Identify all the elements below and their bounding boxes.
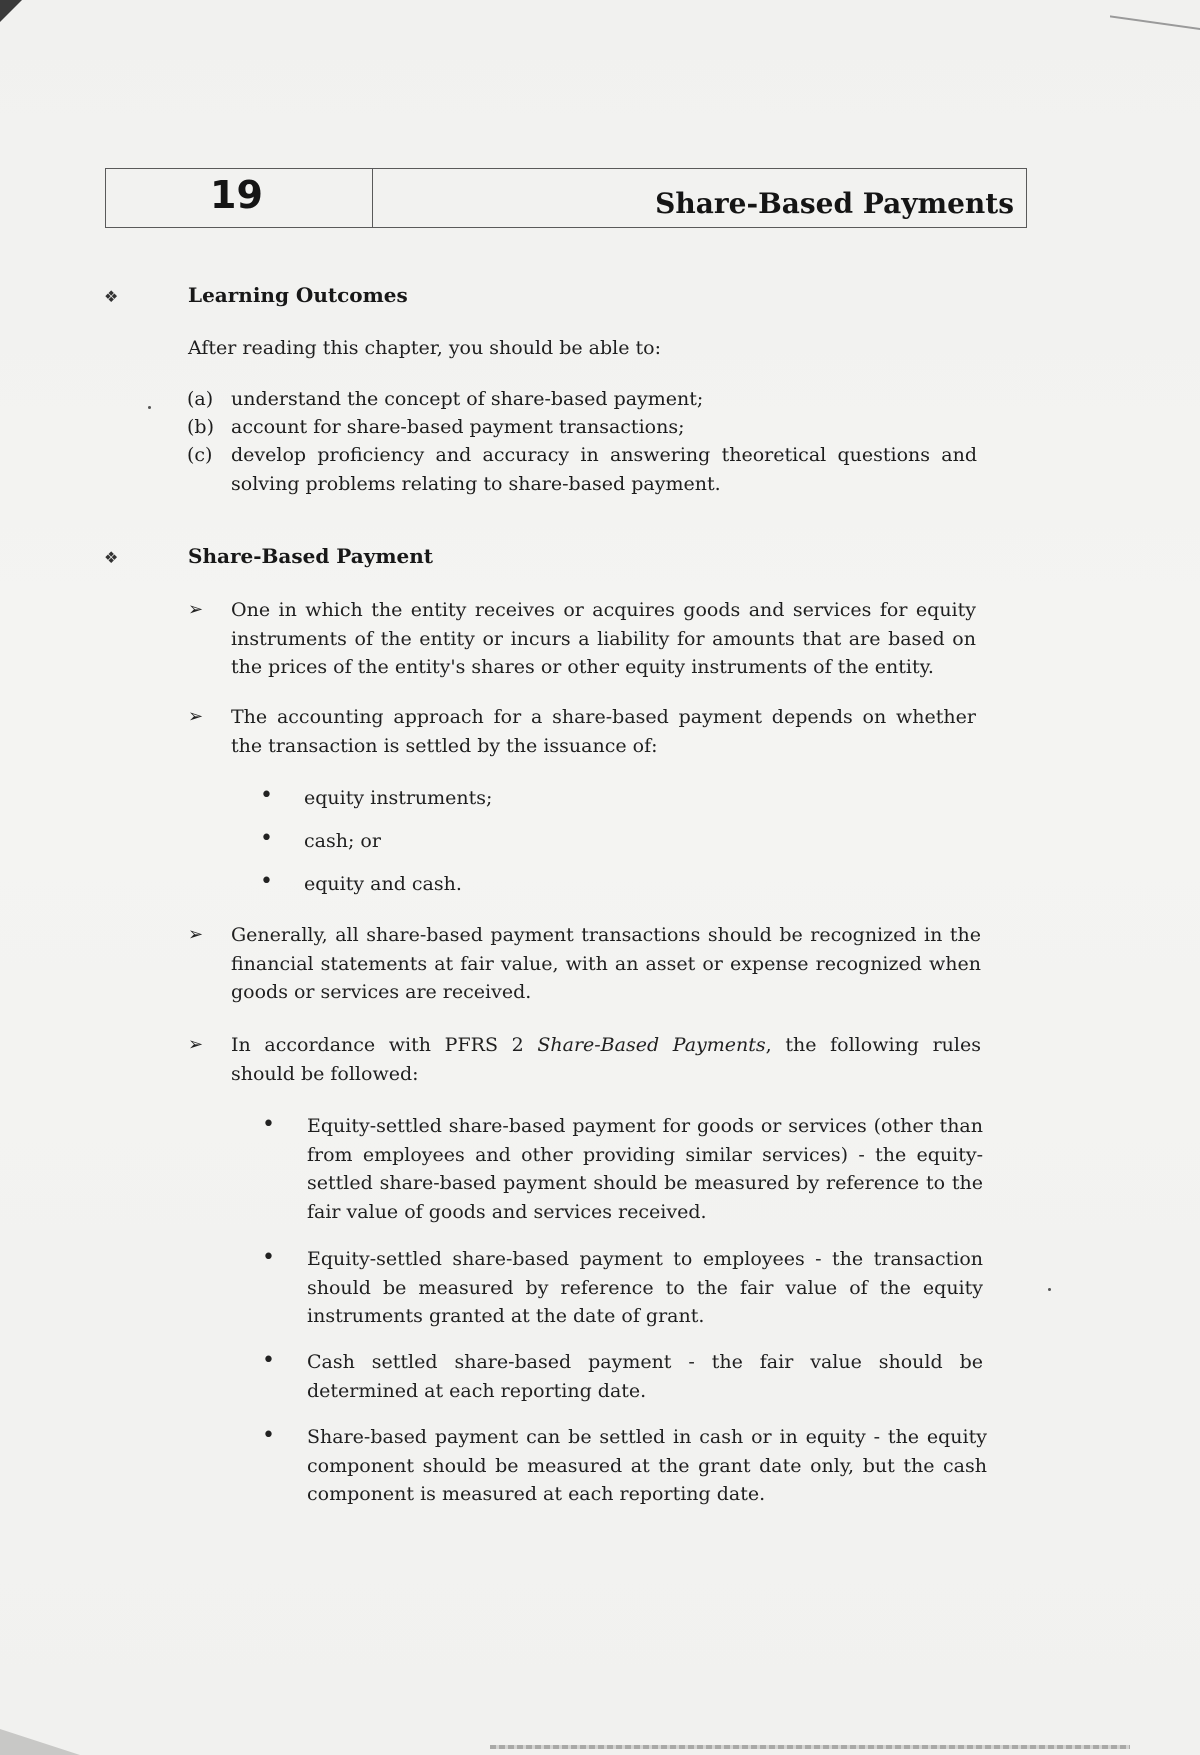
outcome-marker: (a) — [187, 388, 214, 410]
settlement-type-item: equity and cash. — [304, 873, 462, 895]
rule-equity-goods-services: Equity-settled share-based payment for goods or services (other than from employees and other providing similar services) - the equity-settled share-based payment should be measured by reference to the fair value of goods and services received. — [307, 1115, 983, 1223]
page-corner-shadow — [0, 1729, 80, 1755]
point-accounting-approach: The accounting approach for a share-based payment depends on whether the transaction is settled by the issuance of: — [231, 706, 976, 757]
point-definition: One in which the entity receives or acquires goods and services for equity instruments of the entity or incurs a liability for amounts that are based on the prices of the entity's shares or other equity instruments of the entity. — [231, 599, 976, 678]
diamond-bullet-icon: ❖ — [104, 548, 119, 567]
outcome-item-a — [187, 385, 977, 414]
arrow-bullet-icon: ➢ — [188, 599, 204, 620]
outcome-item-b — [187, 413, 977, 442]
learning-outcomes-heading: Learning Outcomes — [188, 283, 408, 307]
arrow-bullet-icon: ➢ — [188, 924, 204, 945]
chapter-title: Share-Based Payments — [655, 187, 1014, 220]
page-bottom-edge — [490, 1745, 1130, 1749]
page-corner-fold — [0, 0, 22, 22]
dot-bullet-icon: • — [262, 1348, 275, 1373]
rule-equity-employees: Equity-settled share-based payment to employees - the transaction should be measured by reference to the fair value of the equity instruments granted at the date of grant. — [307, 1248, 983, 1327]
pfrs2-text-after: , the following rules should be followed: — [231, 1034, 981, 1085]
rule-cash-settled: Cash settled share-based payment - the fair value should be determined at each reporting date. — [307, 1351, 983, 1402]
chapter-header — [105, 168, 1027, 228]
outcome-marker: (c) — [187, 444, 213, 466]
chapter-number: 19 — [210, 173, 263, 217]
point-fair-value-recognition: Generally, all share-based payment transactions should be recognized in the financial statements at fair value, with an asset or expense recognized when goods or services are received. — [231, 924, 981, 1003]
dot-bullet-icon: • — [262, 1112, 275, 1137]
outcome-text: understand the concept of share-based payment; — [231, 388, 704, 410]
scan-speck — [148, 406, 151, 409]
scan-speck — [1048, 1288, 1051, 1291]
dot-bullet-icon: • — [262, 1245, 275, 1270]
outcome-item-c — [187, 441, 977, 498]
dot-bullet-icon: • — [260, 783, 273, 808]
dot-bullet-icon: • — [260, 826, 273, 851]
settlement-type-item: equity instruments; — [304, 787, 493, 809]
outcome-text: develop proficiency and accuracy in answering theoretical questions and solving problems relating to share-based payment. — [231, 444, 977, 495]
arrow-bullet-icon: ➢ — [188, 706, 204, 727]
outcome-marker: (b) — [187, 416, 214, 438]
arrow-bullet-icon: ➢ — [188, 1034, 204, 1055]
outcome-text: account for share-based payment transactions; — [231, 416, 685, 438]
chapter-title-cell — [373, 169, 1026, 227]
dot-bullet-icon: • — [260, 869, 273, 894]
diamond-bullet-icon: ❖ — [104, 287, 119, 306]
point-pfrs2-rules — [231, 1031, 981, 1088]
pfrs2-text-before: In accordance with PFRS 2 — [231, 1034, 538, 1056]
settlement-type-item: cash; or — [304, 830, 381, 852]
page-corner-edge — [1110, 0, 1200, 30]
share-based-payment-heading: Share-Based Payment — [188, 544, 434, 568]
dot-bullet-icon: • — [262, 1423, 275, 1448]
rule-cash-or-equity: Share-based payment can be settled in cash or in equity - the equity component should be measured at the grant date only, but the cash component is measured at each reporting date. — [307, 1426, 987, 1505]
chapter-number-cell — [106, 169, 373, 227]
learning-outcomes-intro: After reading this chapter, you should be able to: — [188, 337, 661, 359]
pfrs2-standard-title: Share-Based Payments — [537, 1034, 766, 1056]
